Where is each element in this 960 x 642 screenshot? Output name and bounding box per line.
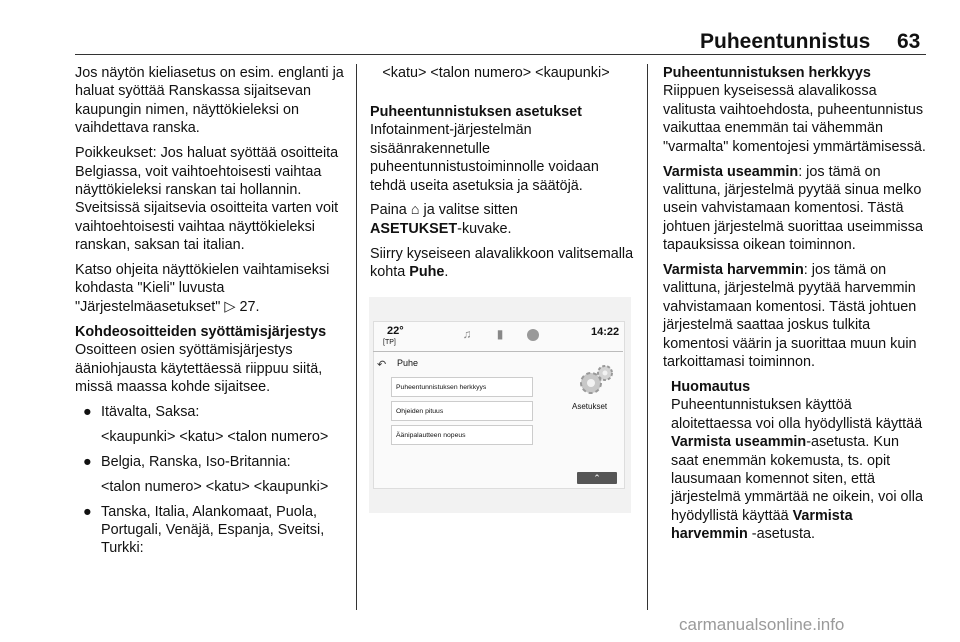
page-number: 63 [897, 30, 921, 53]
paragraph-exceptions: Poikkeukset: Jos haluat syöttää osoitteita Belgiassa, voit vaihtoehtoisesti vaihtaa näyttökieleksi ranskan tai hollannin. Sveitsissä sijaitsevia osoitteita varten voit vaihtoehtoisesti vaihtaa näyttökieleksi ranskan, saksan tai italian. [75, 145, 339, 254]
paragraph-go-to-submenu [370, 245, 636, 282]
note-heading: Huomautus [671, 379, 751, 395]
page-title: Puheentunnistus [700, 30, 871, 53]
bullet-icon: ● [83, 503, 92, 520]
menu-item-prompt-length[interactable]: Ohjeiden pituus [391, 401, 533, 421]
settings-term: ASETUKSET [370, 220, 458, 237]
then-select-text: ja valitse sitten [423, 202, 518, 219]
note-term-1: Varmista useammin [671, 434, 807, 451]
address-format: <katu> <talon numero> <kaupunki> [382, 65, 610, 81]
paragraph-sensitivity: Riippuen kyseisessä alavalikossa valitusta vaihtoehdosta, puheentunnistus vaikuttaa enemmän tai vähemmän "varmalta" komentojesi ymmärtämisessä. [663, 83, 926, 155]
confirm-more-text: : jos tämä on valittuna, järjestelmä pyytää sinua melko usein vahvistamaan komentosi. Tästä johtuen järjestelmä suorittaa useimmissa tapauksissa oikean toiminnon. [663, 163, 923, 254]
gears-icon[interactable] [576, 363, 616, 399]
confirm-more-term: Varmista useammin [663, 163, 799, 180]
paragraph-address-order: Osoitteen osien syöttämisjärjestys ääniohjausta käytettäessä riippuu siitä, missä maassa kohde sijaitsee. [75, 342, 323, 395]
infotainment-screen-image [369, 297, 631, 513]
page-ref-icon: ▷ [224, 298, 236, 315]
music-icon: ♫ [462, 327, 472, 341]
column-3 [663, 64, 926, 544]
list-item [75, 403, 347, 421]
tp-indicator: [TP] [383, 339, 396, 346]
bullet-icon: ● [83, 453, 92, 470]
paragraph-press-home [370, 201, 636, 238]
confirm-less-term: Varmista harvemmin [663, 262, 804, 279]
address-format: <talon numero> <katu> <kaupunki> [101, 478, 329, 495]
column-divider-2 [647, 64, 648, 610]
heading-voice-settings: Puheentunnistuksen asetukset [370, 103, 582, 120]
icon-suffix-text: -kuvake. [457, 220, 512, 237]
back-arrow-icon[interactable]: ↶ [377, 359, 387, 371]
menu-title: Puhe [397, 358, 419, 368]
address-format: <kaupunki> <katu> <talon numero> [101, 428, 329, 445]
paragraph-confirm-more [663, 163, 926, 255]
clock: 14:22 [591, 326, 620, 338]
settings-label: Asetukset [572, 402, 608, 411]
paragraph-see-instructions [75, 261, 347, 316]
column-divider-1 [356, 64, 357, 610]
column-1 [75, 64, 347, 564]
confirm-less-text: : jos tämä on valittuna, järjestelmä pyytää harvemmin vahvistamaan komentosi. Tästä johtuen järjestelmä saattaa joskus tulkita komentosi väärin ja suorittaa muun kuin tarkoittamasi toiminnon. [663, 262, 917, 371]
note-box [663, 378, 926, 544]
bullet-label: Itävalta, Saksa: [101, 403, 200, 420]
header-divider [75, 54, 926, 55]
paragraph-display-language: Jos näytön kieliasetus on esim. englanti ja haluat syöttää Ranskassa sijaitsevan kaupungin nimen, näyttökieleksi on vaihdettava ranska. [75, 65, 344, 137]
heading-address-order: Kohdeosoitteiden syöttämisjärjestys [75, 323, 327, 340]
press-text: Paina [370, 202, 407, 219]
screen-divider [373, 351, 623, 352]
menu-item-feedback-speed[interactable]: Äänipalautteen nopeus [391, 425, 533, 445]
note-text [671, 396, 926, 543]
page-ref-text[interactable]: 27. [239, 298, 260, 315]
see-instructions-text: Katso ohjeita näyttökielen vaihtamiseksi kohdasta "Kieli" luvusta "Järjestelmäasetukset" [75, 262, 330, 315]
note-term-2: Varmista harvemmin [671, 507, 853, 543]
voice-term: Puhe [409, 264, 445, 281]
menu-item-sensitivity[interactable]: Puheentunnistuksen herkkyys [391, 377, 533, 397]
bullet-icon: ● [83, 403, 92, 420]
watermark: carmanualsonline.info [679, 615, 845, 634]
paragraph-confirm-less [663, 261, 926, 371]
note-text-b: -asetusta. Kun saat enemmän kokemusta, ts. opit lausumaan komennot siten, että järjestelmä ymmärtää ne oikein, voi olla hyödyllistä käyttää [671, 434, 923, 524]
bullet-label: Belgia, Ranska, Iso-Britannia: [101, 453, 291, 470]
home-icon: ⌂ [410, 202, 420, 219]
phone-icon: ▮ [496, 327, 504, 341]
temperature-readout: 22° [387, 325, 404, 337]
list-item [75, 503, 347, 558]
column-2 [370, 64, 636, 288]
heading-sensitivity: Puheentunnistuksen herkkyys [663, 65, 871, 81]
submenu-text: Siirry kyseiseen alavalikkoon valitsemalla kohta [370, 245, 634, 281]
list-item [75, 453, 347, 471]
paragraph-voice-settings: Infotainment-järjestelmän sisäänrakennetulle puheentunnistustoiminnolle voidaan tehdä useita asetuksia ja säätöjä. [370, 122, 599, 194]
period-text: . [444, 264, 449, 281]
chevron-up-icon[interactable]: ⌃ [577, 472, 617, 484]
note-text-a: Puheentunnistuksen käyttöä aloitettaessa voi olla hyödyllistä käyttää [671, 397, 923, 432]
bullet-label: Tanska, Italia, Alankomaat, Puola, Portugali, Venäjä, Espanja, Sveitsi, Turkki: [101, 503, 325, 557]
status-icon [527, 329, 539, 341]
note-text-c: -asetusta. [751, 526, 815, 543]
